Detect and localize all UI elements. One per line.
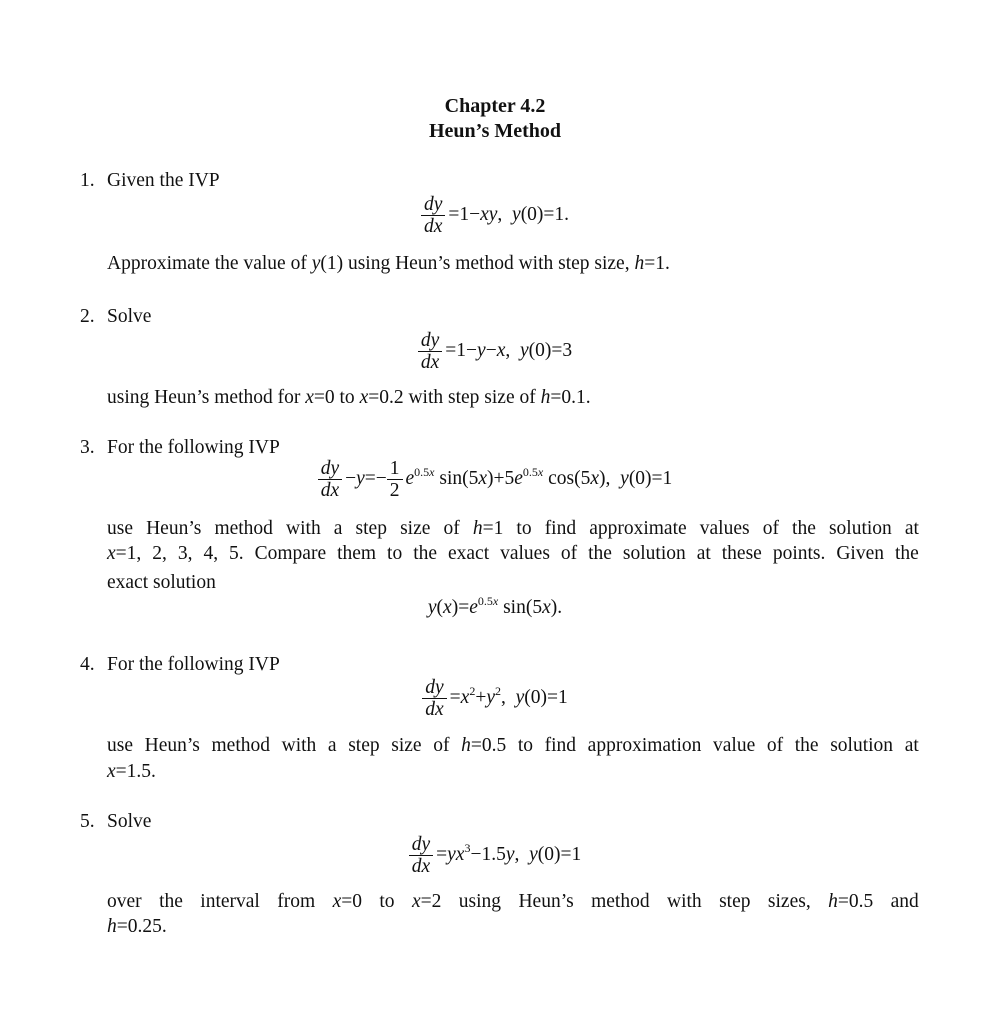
problem-intro: Solve xyxy=(107,306,152,327)
problem-number: 4. xyxy=(80,654,95,675)
problem-text: Approximate the value of y(1) using Heun’s method with step size, h=1. xyxy=(107,253,670,274)
problem-equation: $\frac{dy}{dx}$ =1−xy, y(0)=1. xyxy=(0,194,990,238)
problem-number: 5. xyxy=(80,811,95,832)
problem-number: 3. xyxy=(80,437,95,458)
problem-equation: $\frac{dy}{dx}$ $=x^2+y^2$, y(0)=1 xyxy=(0,677,990,721)
problem-intro: For the following IVP xyxy=(107,654,280,675)
problem-equation: $\frac{dy}{dx}$ $=yx^3-1.5y$, y(0)=1 xyxy=(0,834,990,878)
problem-intro: Given the IVP xyxy=(107,170,220,191)
page-title: Heun’s Method xyxy=(428,120,562,142)
chapter-heading: Chapter 4.2 xyxy=(444,95,546,117)
problem-equation: $\frac{dy}{dx}$ =1−y−x, y(0)=3 xyxy=(0,330,990,374)
problem-number: 2. xyxy=(80,306,95,327)
problem-intro: Solve xyxy=(107,811,152,832)
exact-solution: $y(x)=e^{0.5x}$ sin(5x). xyxy=(427,594,563,618)
problem-text: using Heun’s method for x=0 to x=0.2 with step size of h=0.1. xyxy=(107,387,591,408)
problem-number: 1. xyxy=(80,170,95,191)
problem-intro: For the following IVP xyxy=(107,437,280,458)
problem-equation: $\frac{dy}{dx}$ −y=− $\frac{1}{2}$ $e^{0.5x}$ $\sin(5x)+5e^{0.5x}$ cos(5x), y(0)=1 xyxy=(0,458,990,502)
